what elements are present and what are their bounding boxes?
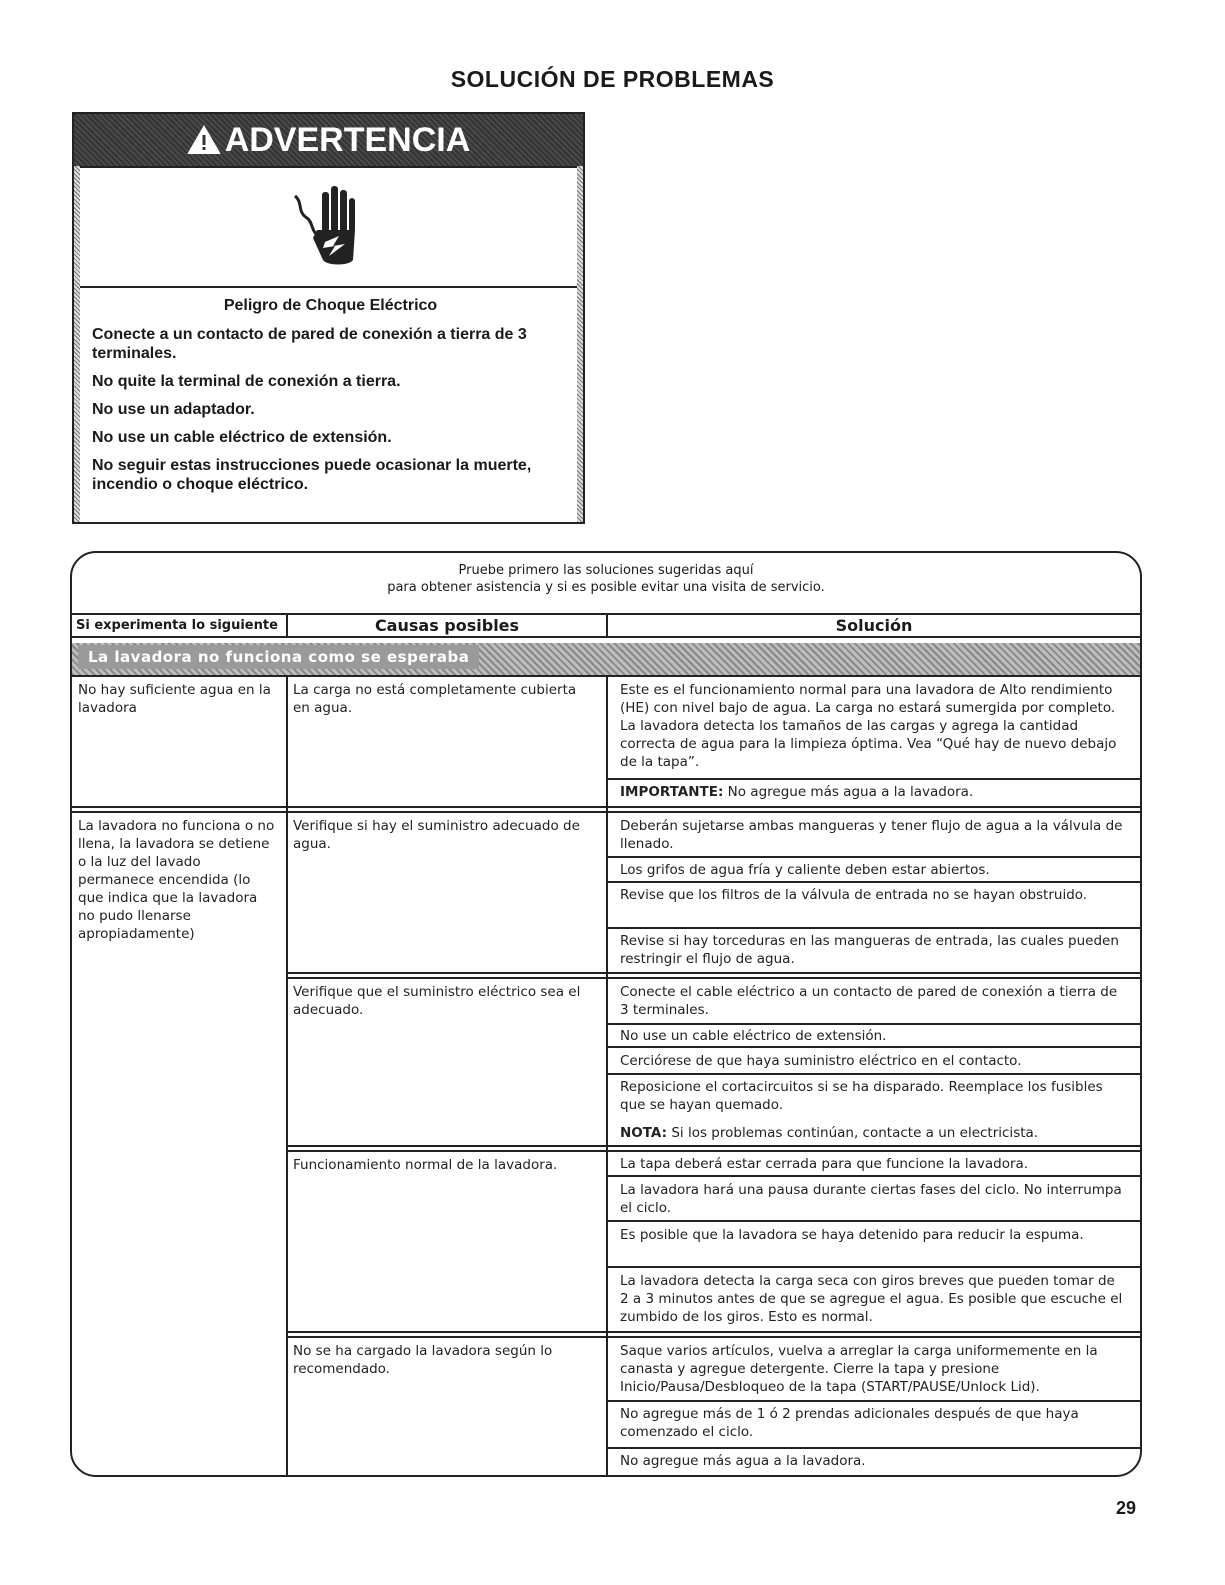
- header-solution: Solución: [608, 613, 1140, 638]
- table-intro: [70, 562, 1142, 596]
- page-number: 29: [1116, 1498, 1137, 1518]
- solution-cell: [620, 783, 1125, 801]
- solution-cell: Es posible que la lavadora se haya detenido para reducir la espuma.: [620, 1227, 1084, 1243]
- warning-body: [74, 288, 583, 494]
- warning-triangle-icon: [187, 125, 221, 155]
- warning-subtitle: Peligro de Choque Eléctrico: [223, 297, 438, 314]
- intro-line: Pruebe primero las soluciones sugeridas aquí: [458, 563, 754, 578]
- warning-header: [74, 114, 583, 166]
- cause-cell: Verifique si hay el suministro adecuado de agua.: [293, 818, 580, 852]
- nota-label: NOTA:: [620, 1125, 668, 1141]
- solution-cell: Los grifos de agua fría y caliente deben estar abiertos.: [620, 862, 990, 878]
- warning-line: No use un adaptador.: [92, 401, 255, 418]
- solution-text: No agregue más agua a la lavadora.: [727, 784, 974, 800]
- solution-cell: No agregue más de 1 ó 2 prendas adicionales después de que haya comenzado el ciclo.: [620, 1406, 1079, 1440]
- solution-cell: La lavadora hará una pausa durante ciertas fases del ciclo. No interrumpa el ciclo.: [620, 1182, 1122, 1216]
- shock-icon-area: [80, 166, 577, 288]
- section-band: [72, 643, 1140, 675]
- solution-cell: La lavadora detecta la carga seca con giros breves que pueden tomar de 2 a 3 minutos antes de que se agregue el agua. Es posible que escuche el zumbido de los giros. Esto es normal.: [620, 1273, 1123, 1325]
- section-title: La lavadora no funciona como se esperaba: [78, 645, 479, 669]
- solution-cell: La tapa deberá estar cerrada para que funcione la lavadora.: [620, 1156, 1029, 1172]
- warning-line: Conecte a un contacto de pared de conexión a tierra de 3 terminales.: [92, 326, 527, 362]
- solution-text: Si los problemas continúan, contacte a un electricista.: [671, 1125, 1039, 1141]
- intro-line: para obtener asistencia y si es posible evitar una visita de servicio.: [387, 580, 825, 595]
- cause-cell: Verifique que el suministro eléctrico sea el adecuado.: [293, 984, 581, 1018]
- solution-cell: Saque varios artículos, vuelva a arreglar la carga uniformemente en la canasta y agregue detergente. Cierre la tapa y presione Inicio/Pausa/Desbloqueo de la tapa (START/PAUSE/Unlock Lid).: [620, 1343, 1098, 1395]
- solution-cell: No use un cable eléctrico de extensión.: [620, 1028, 887, 1044]
- warning-line: No seguir estas instrucciones puede ocasionar la muerte, incendio o choque eléctrico.: [92, 457, 532, 493]
- cause-cell: Funcionamiento normal de la lavadora.: [293, 1157, 558, 1173]
- cause-cell: No se ha cargado la lavadora según lo recomendado.: [293, 1343, 553, 1377]
- symptom-cell: No hay suficiente agua en la lavadora: [78, 682, 271, 716]
- important-label: IMPORTANTE:: [620, 784, 724, 800]
- warning-line: No quite la terminal de conexión a tierra.: [92, 373, 401, 390]
- warning-heading: ADVERTENCIA: [224, 120, 471, 159]
- solution-cell: Deberán sujetarse ambas mangueras y tener flujo de agua a la válvula de llenado.: [620, 818, 1123, 852]
- cause-cell: La carga no está completamente cubierta en agua.: [293, 682, 577, 716]
- solution-cell: No agregue más agua a la lavadora.: [620, 1453, 866, 1469]
- solution-cell: Este es el funcionamiento normal para una lavadora de Alto rendimiento (HE) con nivel bajo de agua. La carga no estará sumergida por completo. La lavadora detecta los tamaños de las cargas y agrega la cantidad correcta de agua para la limpieza óptima. Vea “Qué hay de nuevo debajo de la tapa”.: [620, 682, 1117, 770]
- warning-box: [72, 112, 585, 524]
- solution-cell: Conecte el cable eléctrico a un contacto de pared de conexión a tierra de 3 terminales.: [620, 984, 1118, 1018]
- solution-cell: Cerciórese de que haya suministro eléctrico en el contacto.: [620, 1053, 1022, 1069]
- electric-shock-hand-icon: [289, 182, 369, 272]
- symptom-cell: La lavadora no funciona o no llena, la lavadora se detiene o la luz del lavado permanece encendida (lo que indica que la lavadora no pudo llenarse apropiadamente): [78, 818, 275, 942]
- page-title: SOLUCIÓN DE PROBLEMAS: [450, 66, 775, 92]
- header-cause: Causas posibles: [288, 613, 606, 638]
- header-symptom: Si experimenta lo siguiente: [72, 613, 286, 638]
- solution-cell: Reposicione el cortacircuitos si se ha disparado. Reemplace los fusibles que se hayan quemado.: [620, 1079, 1103, 1113]
- solution-cell: Revise que los filtros de la válvula de entrada no se hayan obstruido.: [620, 887, 1088, 903]
- warning-line: No use un cable eléctrico de extensión.: [92, 429, 392, 446]
- solution-cell: [620, 1124, 1125, 1142]
- solution-cell: Revise si hay torceduras en las mangueras de entrada, las cuales pueden restringir el flujo de agua.: [620, 933, 1119, 967]
